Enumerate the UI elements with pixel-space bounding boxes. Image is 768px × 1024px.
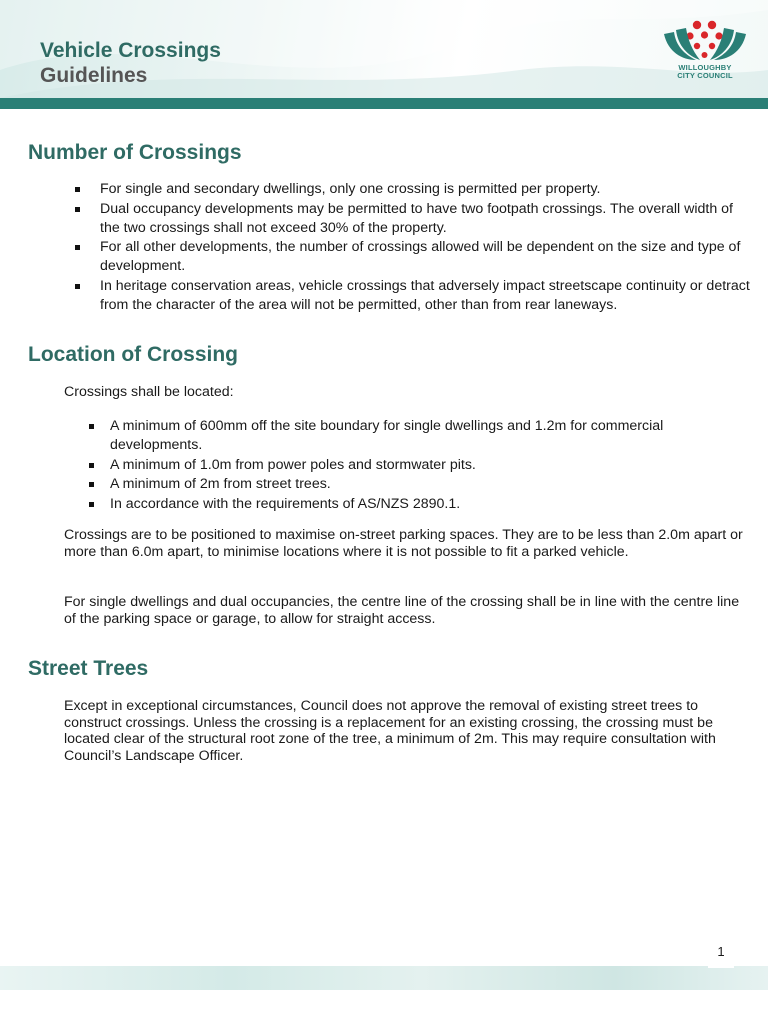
list-item: In heritage conservation areas, vehicle crossings that adversely impact streetscape continuity or detract from the character of the area will not be permitted, other than from rear laneways. bbox=[100, 277, 750, 313]
section-heading-location-of-crossing: Location of Crossing bbox=[28, 343, 238, 366]
logo-wordmark bbox=[660, 64, 750, 80]
street-trees-paragraph: Except in exceptional circumstances, Council does not approve the removal of existing street trees to construct crossings. Unless the crossing is a replacement for an existing crossing, the crossing must be located clear of the structural root zone of the tree, a minimum of 2m. This may require consultation with Council’s Landscape Officer. bbox=[64, 698, 716, 764]
logo-line-2: CITY COUNCIL bbox=[677, 71, 733, 80]
section-heading-number-of-crossings: Number of Crossings bbox=[28, 141, 242, 164]
list-item: For all other developments, the number of crossings allowed will be dependent on the size and type of development. bbox=[100, 238, 750, 276]
list-item: A minimum of 600mm off the site boundary for single dwellings and 1.2m for commercial developments. bbox=[110, 417, 750, 455]
list-item: In accordance with the requirements of AS/NZS 2890.1. bbox=[110, 495, 750, 514]
page-number: 1 bbox=[717, 944, 725, 959]
list-item: For single and secondary dwellings, only one crossing is permitted per property. bbox=[100, 180, 750, 199]
footer-band bbox=[0, 966, 768, 990]
section-heading-street-trees: Street Trees bbox=[28, 657, 149, 680]
list-item: Dual occupancy developments may be permitted to have two footpath crossings. The overall width of the two crossings shall not exceed 30% of the property. bbox=[100, 200, 750, 238]
location-paragraph-centre-line: For single dwellings and dual occupancies, the centre line of the crossing shall be in line with the centre line of the parking space or garage, to allow for straight access. bbox=[64, 594, 740, 627]
document-subtitle: Guidelines bbox=[40, 64, 148, 87]
list-item: A minimum of 1.0m from power poles and stormwater pits. bbox=[110, 456, 750, 475]
document-title: Vehicle Crossings bbox=[40, 39, 221, 62]
header-rule bbox=[0, 98, 768, 109]
number-of-crossings-list bbox=[100, 180, 750, 315]
location-intro: Crossings shall be located: bbox=[64, 384, 234, 400]
location-paragraph-parking: Crossings are to be positioned to maximise on-street parking spaces. They are to be less than 2.0m apart or more than 6.0m apart, to minimise locations where it is not possible to fit a parked vehicle. bbox=[64, 527, 743, 560]
logo-line-1: WILLOUGHBY bbox=[678, 63, 732, 72]
list-item: A minimum of 2m from street trees. bbox=[110, 475, 750, 494]
location-requirements-list bbox=[110, 417, 750, 514]
